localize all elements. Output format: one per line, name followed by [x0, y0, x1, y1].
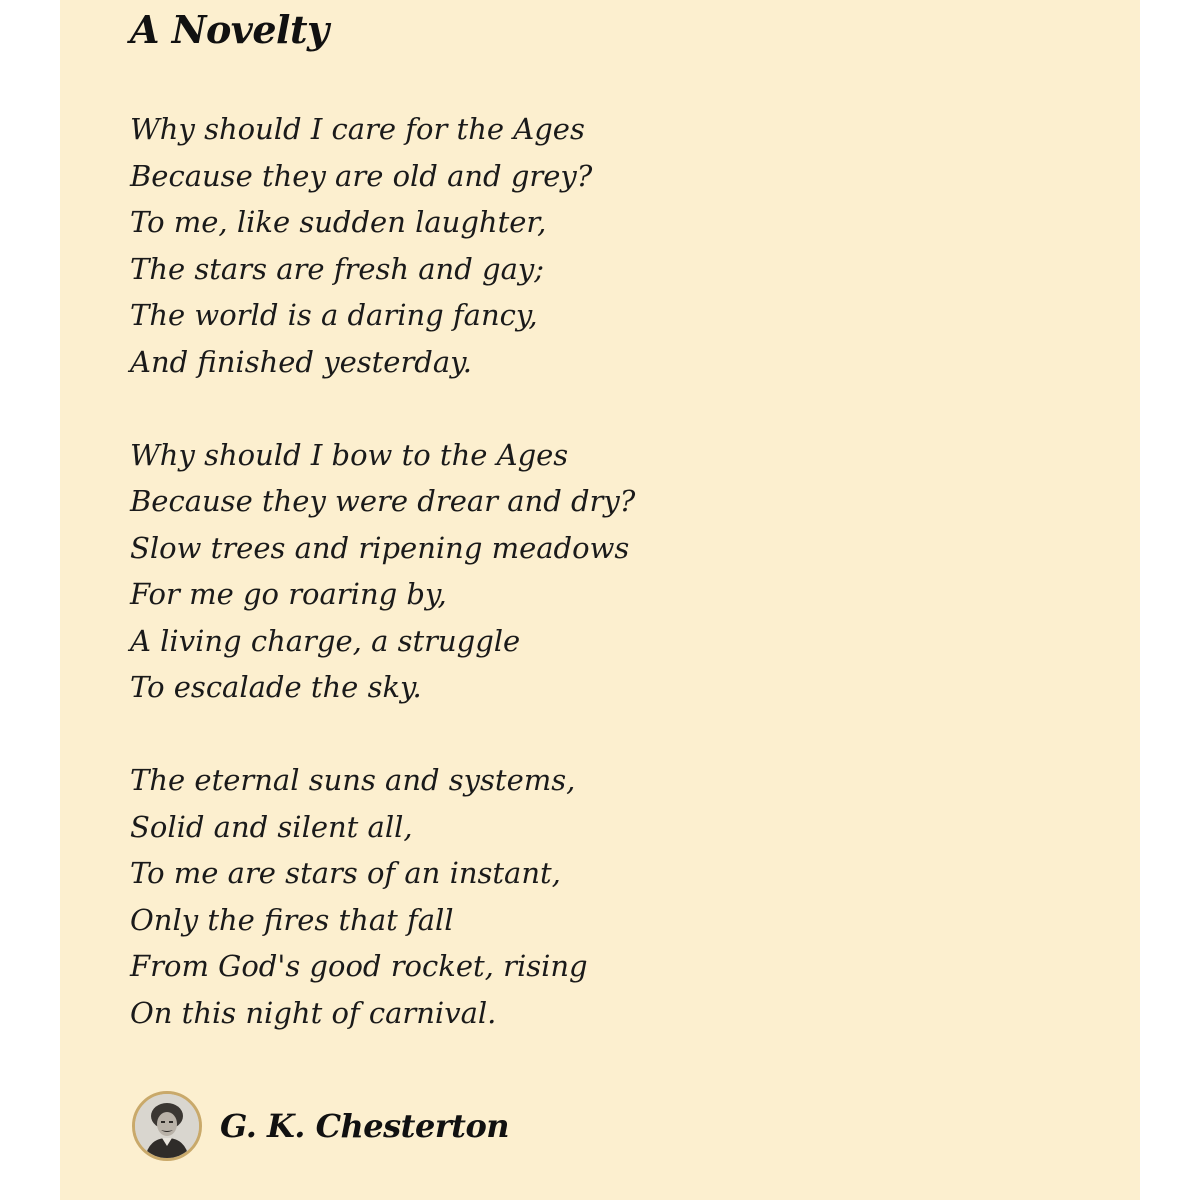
poem-line: Why should I bow to the Ages	[130, 437, 569, 472]
poem-body	[130, 106, 1030, 1083]
poem-line: Solid and silent all,	[130, 809, 413, 844]
poem-line: Why should I care for the Ages	[130, 112, 585, 146]
poem-line: Because they are old and grey?	[130, 158, 593, 193]
poem-line: Because they were drear and dry?	[130, 484, 636, 518]
author-portrait-icon	[132, 1091, 202, 1161]
poem-line: The world is a daring fancy,	[130, 298, 538, 332]
stanza	[130, 757, 1030, 1036]
poem-title: A Novelty	[130, 7, 329, 52]
poem-line: The stars are fresh and gay;	[130, 251, 545, 286]
stanza	[130, 106, 1030, 385]
poem-line: To escalade the sky.	[130, 670, 422, 704]
poem-line: A living charge, a struggle	[130, 623, 521, 658]
poem-line: To me, like sudden laughter,	[130, 205, 547, 239]
poem-line: For me go roaring by,	[130, 577, 447, 611]
poem-line: To me are stars of an instant,	[130, 856, 561, 890]
stanza	[130, 432, 1030, 711]
poem-card	[60, 0, 1140, 1200]
poem-line: On this night of carnival.	[130, 995, 497, 1030]
poem-line: Slow trees and ripening meadows	[130, 530, 630, 565]
poem-line: From God's good rocket, rising	[130, 949, 588, 983]
poem-line: The eternal suns and systems,	[130, 763, 576, 797]
author-byline	[132, 1088, 509, 1164]
poem-line: Only the fires that fall	[130, 902, 454, 937]
author-name: G. K. Chesterton	[220, 1107, 510, 1145]
poem-line: And finished yesterday.	[130, 344, 472, 379]
